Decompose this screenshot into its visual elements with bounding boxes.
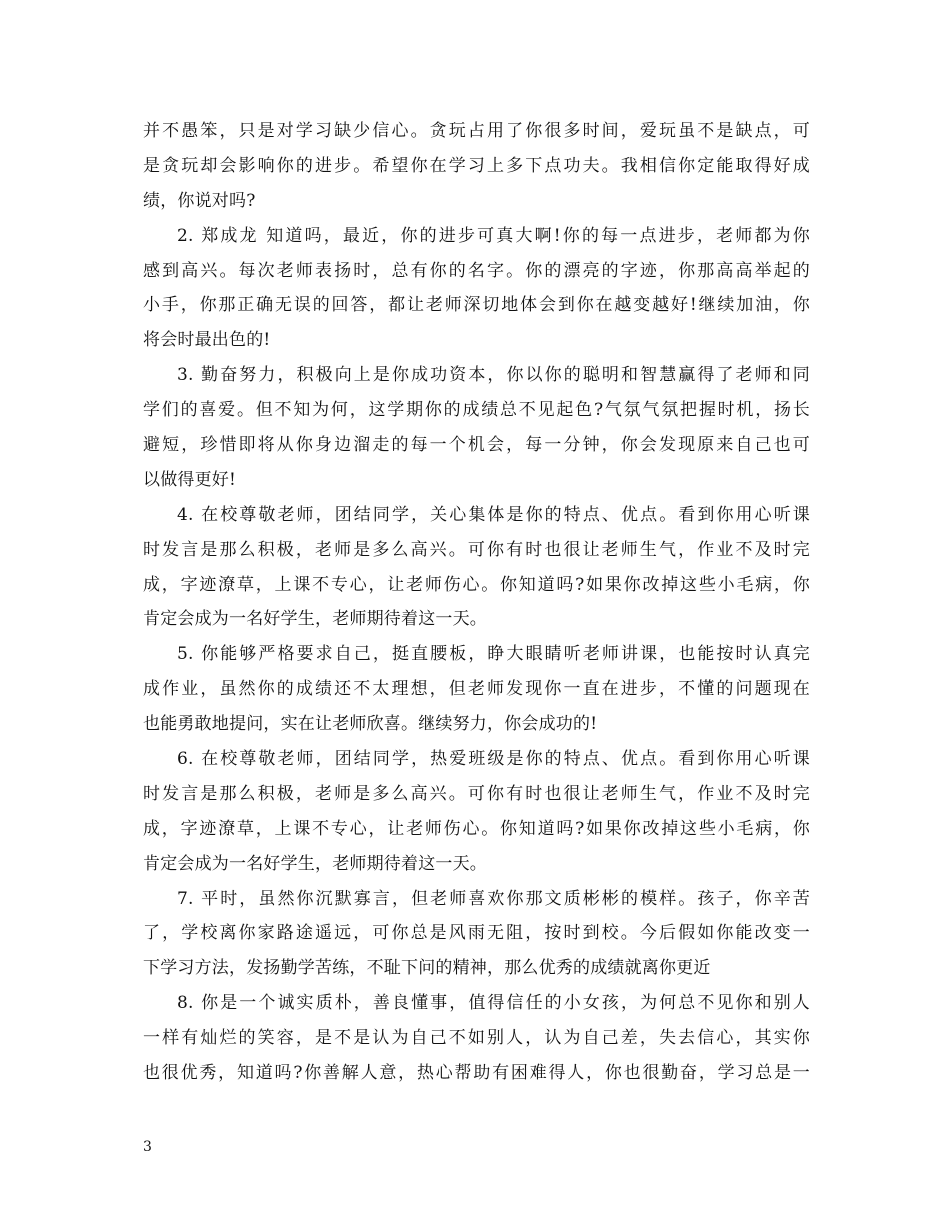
text-line: 肯定会成为一名好学生，老师期待着这一天。 xyxy=(143,853,487,874)
text-line: 也很优秀，知道吗?你善解人意，热心帮助有困难得人，你也很勤奋，学习总是一 xyxy=(143,1063,810,1084)
text-line: 肯定会成为一名好学生，老师期待着这一天。 xyxy=(143,609,487,630)
text-line: 学们的喜爱。但不知为何，这学期你的成绩总不见起色?气氛气氛把握时机，扬长 xyxy=(143,400,810,421)
text-line: 绩，你说对吗? xyxy=(143,190,256,211)
document-body xyxy=(143,114,810,1091)
text-line: 了，学校离你家路途遥远，可你总是风雨无阻，按时到校。今后假如你能改变一 xyxy=(143,923,810,944)
text-line: 2. 郑成龙 知道吗，最近，你的进步可真大啊!你的每一点进步，老师都为你 xyxy=(177,225,810,246)
text-line: 小手，你那正确无误的回答，都让老师深切地体会到你在越变越好!继续加油，你 xyxy=(143,295,810,316)
text-line: 成，字迹潦草，上课不专心，让老师伤心。你知道吗?如果你改掉这些小毛病，你 xyxy=(143,574,810,595)
text-line: 3. 勤奋努力，积极向上是你成功资本，你以你的聪明和智慧赢得了老师和同 xyxy=(177,365,810,386)
text-line: 一样有灿烂的笑容，是不是认为自己不如别人，认为自己差，失去信心，其实你 xyxy=(143,1028,810,1049)
text-line: 成作业，虽然你的成绩还不太理想，但老师发现你一直在进步，不懂的问题现在 xyxy=(143,679,810,700)
text-line: 成，字迹潦草，上课不专心，让老师伤心。你知道吗?如果你改掉这些小毛病，你 xyxy=(143,818,810,839)
text-line: 8. 你是一个诚实质朴，善良懂事，值得信任的小女孩，为何总不见你和别人 xyxy=(177,993,810,1014)
text-line: 将会时最出色的! xyxy=(143,330,271,351)
text-line: 避短，珍惜即将从你身边溜走的每一个机会，每一分钟，你会发现原来自己也可 xyxy=(143,435,810,456)
text-line: 并不愚笨，只是对学习缺少信心。贪玩占用了你很多时间，爱玩虽不是缺点，可 xyxy=(143,121,810,141)
text-line: 是贪玩却会影响你的进步。希望你在学习上多下点功夫。我相信你定能取得好成 xyxy=(143,155,810,176)
text-line: 6. 在校尊敬老师，团结同学，热爱班级是你的特点、优点。看到你用心听课 xyxy=(177,749,810,770)
text-line: 以做得更好! xyxy=(143,469,237,490)
text-line: 5. 你能够严格要求自己，挺直腰板，睁大眼睛听老师讲课，也能按时认真完 xyxy=(177,644,810,665)
text-line: 下学习方法，发扬勤学苦练，不耻下问的精神，那么优秀的成绩就离你更近 xyxy=(143,958,711,979)
text-line: 感到高兴。每次老师表扬时，总有你的名字。你的漂亮的字迹，你那高高举起的 xyxy=(143,260,810,281)
text-line: 时发言是那么积极，老师是多么高兴。可你有时也很让老师生气，作业不及时完 xyxy=(143,539,810,560)
text-line: 也能勇敢地提问，实在让老师欣喜。继续努力，你会成功的! xyxy=(143,714,598,735)
text-line: 7. 平时，虽然你沉默寡言，但老师喜欢你那文质彬彬的模样。孩子，你辛苦 xyxy=(177,888,810,909)
page-number: 3 xyxy=(143,1139,152,1155)
text-line: 4. 在校尊敬老师，团结同学，关心集体是你的特点、优点。看到你用心听课 xyxy=(177,504,810,525)
text-line: 时发言是那么积极，老师是多么高兴。可你有时也很让老师生气，作业不及时完 xyxy=(143,783,810,804)
